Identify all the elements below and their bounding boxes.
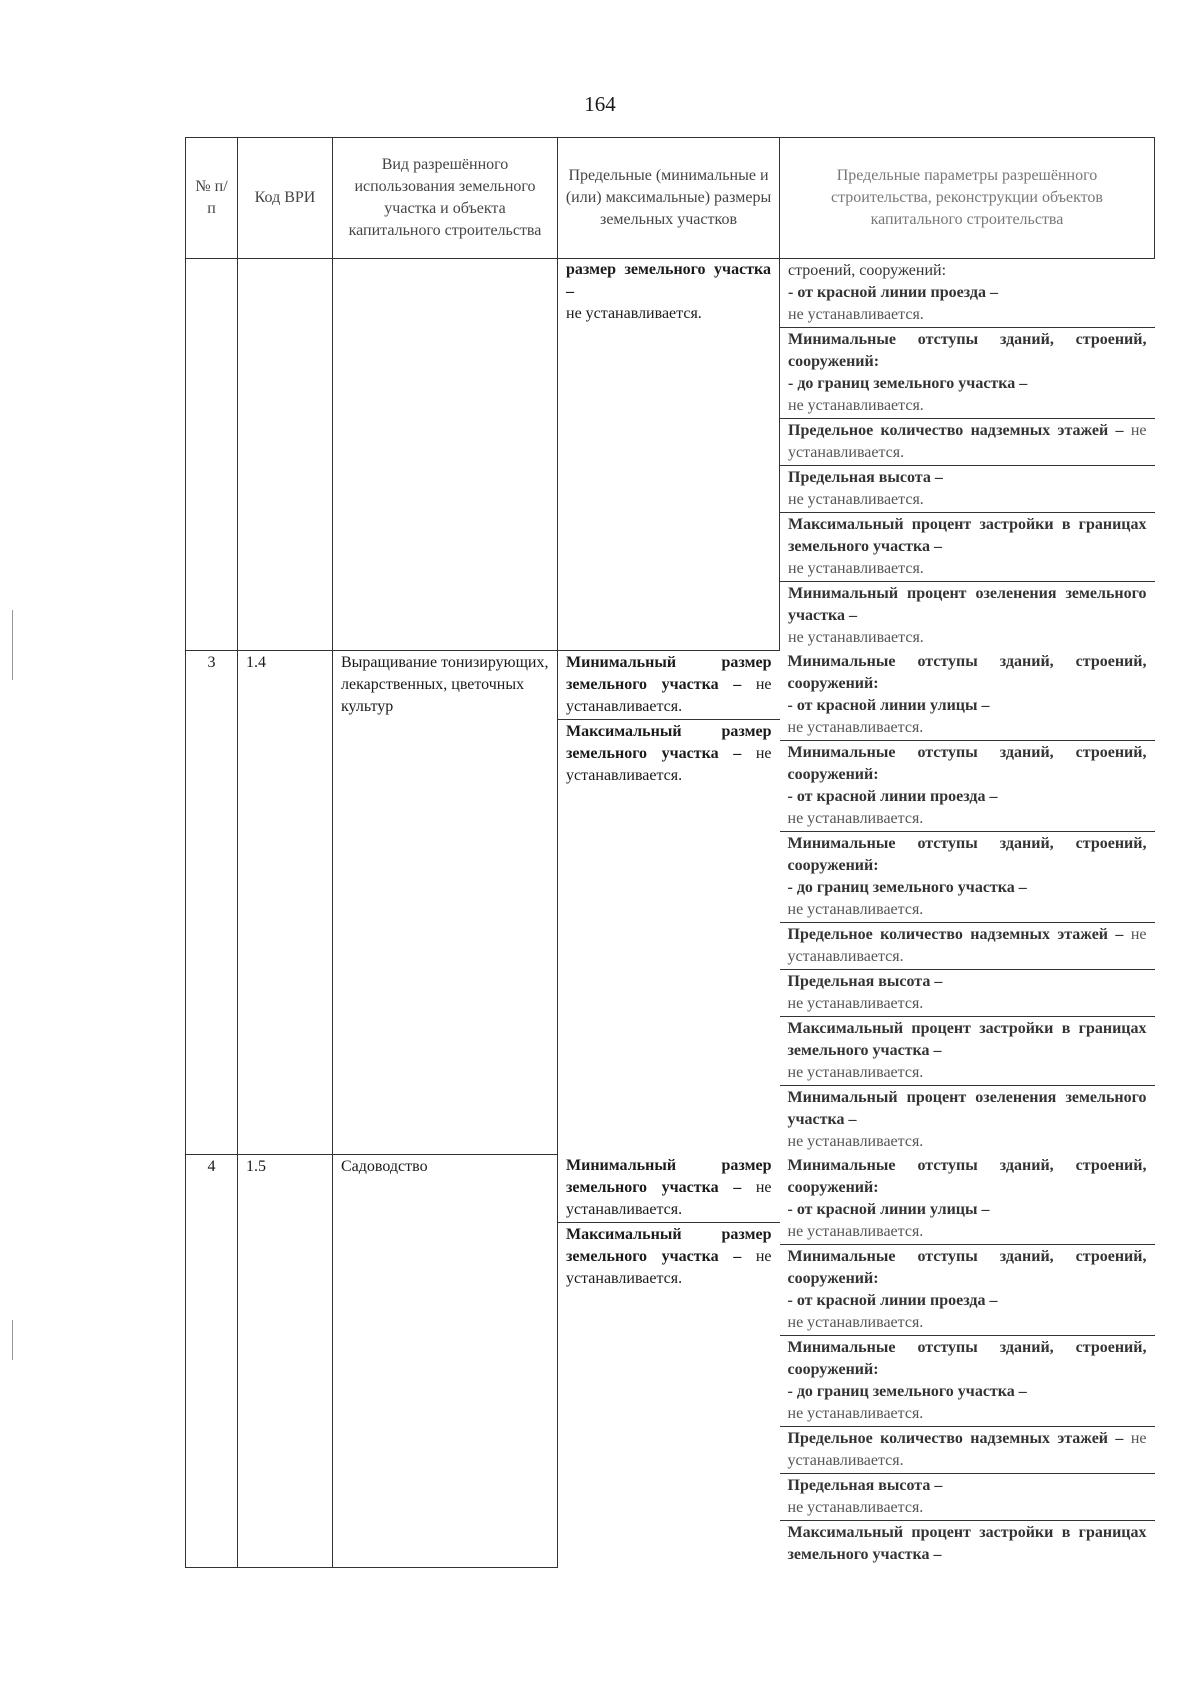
size-label: размер земельного участка – [566,261,771,300]
param-block [780,922,1155,969]
param-value: не устанавливается. [788,306,924,323]
param-block [780,1085,1155,1154]
param-label: Максимальный процент застройки в границах земельного участка – [787,1524,1147,1563]
param-block [780,1244,1155,1335]
param-block [780,465,1155,512]
cell-use-type [333,259,558,651]
cell-use-type: Садоводство [333,1154,558,1567]
header-build-params: Предельные параметры разрешённого строительства, реконструкции объектов капитального строительства [780,138,1155,259]
cell-params [780,1154,1155,1567]
param-label: Минимальные отступы зданий, строений, сооружений: [787,653,1147,692]
table-header-row [186,138,1155,259]
header-code: Код ВРИ [238,138,333,259]
param-value: не устанавливается. [787,719,924,736]
max-size-block [558,719,780,788]
param-block [780,1473,1155,1520]
param-label: Предельное количество надземных этажей – [788,422,1124,439]
param-block [780,650,1155,740]
cell-plot-size [558,259,780,651]
param-block [780,581,1155,650]
cell-plot-size [558,1154,780,1567]
param-value: не устанавливается. [787,810,924,827]
param-block [780,259,1155,327]
param-value: не устанавливается. [788,422,1147,461]
param-value: не устанавливается. [787,1405,924,1422]
param-label: Предельная высота – [788,469,943,486]
param-value: не устанавливается. [788,629,924,646]
param-sub: - от красной линии улицы – [787,1201,990,1218]
param-value: не устанавливается. [787,926,1147,965]
cell-code: 1.5 [238,1154,333,1567]
table-row [186,1154,1155,1567]
max-size-label: Максимальный размер земельного участка – [566,722,772,762]
param-block [780,831,1155,922]
cell-code [238,259,333,651]
cell-code: 1.4 [238,650,333,1154]
param-sub: - до границ земельного участка – [788,375,1028,392]
param-block [780,1335,1155,1426]
param-sub: - до границ земельного участка – [787,879,1027,896]
header-number: № п/п [186,138,238,259]
max-size-label: Максимальный размер земельного участка – [566,1226,772,1265]
param-block [780,1016,1155,1085]
param-value: не устанавливается. [787,1499,924,1516]
param-text: строений, сооружений: [788,262,947,279]
cell-params [780,259,1155,651]
header-plot-sizes: Предельные (минимальные и (или) максимальные) размеры земельных участков [558,138,780,259]
param-label: Минимальные отступы зданий, строений, сооружений: [787,1339,1147,1378]
param-block [780,969,1155,1016]
size-value: не устанавливается. [566,305,702,322]
param-sub: - от красной линии проезда – [788,284,998,301]
param-value: не устанавливается. [788,560,924,577]
param-label: Минимальный процент озеленения земельного участка – [787,1089,1147,1128]
max-size-block [558,1222,780,1291]
min-size-value: не устанавливается. [566,1179,772,1218]
param-label: Минимальный процент озеленения земельного участка – [788,585,1147,624]
param-value: не устанавливается. [787,1314,924,1331]
page-number: 164 [584,92,616,116]
param-label: Минимальные отступы зданий, строений, сооружений: [787,835,1147,874]
min-size-value: не устанавливается. [566,675,772,715]
param-value: не устанавливается. [787,995,924,1012]
min-size-label: Минимальный размер земельного участка – [566,653,772,693]
cell-params [780,650,1155,1154]
param-block [780,1520,1155,1567]
param-value: не устанавливается. [787,901,924,918]
max-size-value: не устанавливается. [566,744,772,784]
param-value: не устанавливается. [787,1133,924,1150]
scan-edge-mark [12,610,13,680]
param-value: не устанавливается. [787,1430,1147,1469]
cell-number: 4 [186,1154,238,1567]
param-label: Минимальные отступы зданий, строений, сооружений: [787,1157,1147,1196]
param-block [780,740,1155,831]
table-row-continuation [186,259,1155,651]
cell-use-type: Выращивание тонизирующих, лекарственных, цветочных культур [333,650,558,1154]
param-value: не устанавливается. [787,1223,924,1240]
param-block [780,512,1155,581]
scan-edge-mark [12,1320,13,1360]
land-use-table [185,137,1155,1568]
param-label: Предельное количество надземных этажей – [787,1430,1124,1447]
param-block [780,1154,1155,1244]
param-sub: - от красной линии проезда – [787,1292,998,1309]
header-use-type: Вид разрешённого использования земельного участка и объекта капитального строительства [333,138,558,259]
cell-number [186,259,238,651]
param-value: не устанавливается. [788,397,924,414]
param-sub: - до границ земельного участка – [787,1383,1027,1400]
param-label: Предельное количество надземных этажей – [787,926,1124,943]
param-label: Минимальные отступы зданий, строений, сооружений: [788,331,1147,370]
table-row [186,650,1155,1154]
cell-number: 3 [186,650,238,1154]
param-label: Предельная высота – [787,973,943,990]
param-block [780,418,1155,465]
param-label: Максимальный процент застройки в границах земельного участка – [788,516,1147,555]
param-sub: - от красной линии проезда – [787,788,998,805]
min-size-block [558,651,780,719]
param-label: Максимальный процент застройки в границах земельного участка – [787,1020,1147,1059]
max-size-value: не устанавливается. [566,1248,772,1287]
param-label: Минимальные отступы зданий, строений, сооружений: [787,1248,1147,1287]
param-block [780,1426,1155,1473]
param-label: Минимальные отступы зданий, строений, сооружений: [787,744,1147,783]
param-value: не устанавливается. [787,1064,924,1081]
min-size-block [558,1154,780,1222]
param-block [780,327,1155,418]
cell-plot-size [558,650,780,1154]
param-label: Предельная высота – [787,1477,943,1494]
param-sub: - от красной линии улицы – [787,697,990,714]
param-value: не устанавливается. [788,491,924,508]
min-size-label: Минимальный размер земельного участка – [566,1157,772,1196]
